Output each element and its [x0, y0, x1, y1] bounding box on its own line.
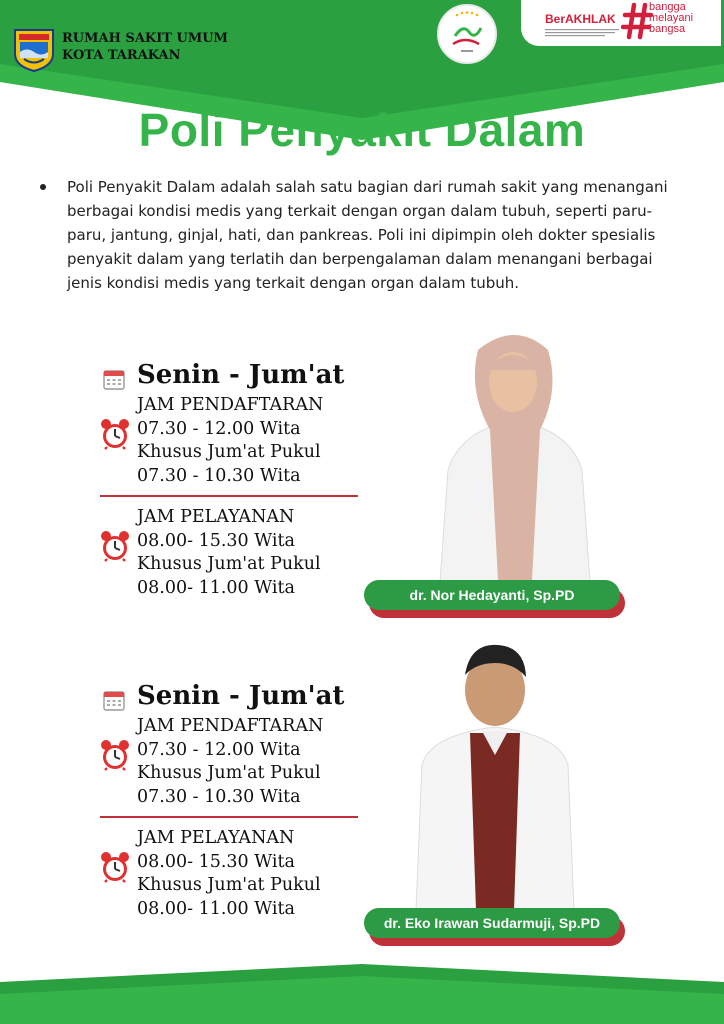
calendar-icon: [103, 368, 125, 390]
tagline-word: bangga: [649, 1, 686, 13]
registration-label: JAM PENDAFTARAN: [137, 395, 324, 415]
service-label: JAM PELAYANAN: [137, 828, 295, 848]
alarm-clock-icon: [100, 739, 130, 771]
doctor-photo-2: [410, 635, 580, 910]
registration-time: 07.30 - 12.00 Wita: [137, 739, 301, 760]
divider: [100, 495, 358, 497]
schedule-doctor-1: [100, 360, 360, 600]
divider: [100, 816, 358, 818]
days-label: Senin - Jum'at: [137, 360, 345, 390]
friday-time: 08.00- 11.00 Wita: [137, 898, 295, 919]
alarm-clock-icon: [100, 418, 130, 450]
hospital-name-line1: RUMAH SAKIT UMUM: [62, 31, 228, 46]
calendar-icon: [103, 689, 125, 711]
tagline: [649, 2, 693, 35]
hospital-shield-logo: [12, 26, 56, 72]
alarm-clock-icon: [100, 530, 130, 562]
friday-label: Khusus Jum'at Pukul: [137, 763, 321, 783]
intro-paragraph: [40, 175, 690, 295]
doctor-name: dr. Eko Irawan Sudarmuji, Sp.PD: [364, 908, 620, 938]
bullet-icon: [40, 184, 46, 190]
schedule-doctor-2: [100, 681, 360, 921]
berakhlak-badge: [521, 0, 721, 46]
accreditation-logo-icon: [437, 4, 497, 64]
service-hours: [100, 827, 360, 921]
service-time: 08.00- 15.30 Wita: [137, 851, 295, 872]
days-row: [100, 360, 360, 394]
days-label: Senin - Jum'at: [137, 681, 345, 711]
registration-hours: [100, 394, 360, 488]
hospital-name: [62, 30, 228, 64]
doctor-name: dr. Nor Hedayanti, Sp.PD: [364, 580, 620, 610]
intro-text: Poli Penyakit Dalam adalah salah satu bagian dari rumah sakit yang menangani berbagai kondisi medis yang terkait dengan organ dalam tubuh, seperti paru-paru, jantung, ginjal, hati, dan pankreas. Poli ini dipimpin oleh dokter spesialis penyakit dalam yang terlatih dan berpengalaman dalam menangani berbagai jenis kondisi medis yang terkait dengan organ dalam tubuh.: [67, 178, 668, 292]
alarm-clock-icon: [100, 851, 130, 883]
doctor-name-tag-1: [364, 580, 620, 610]
service-label: JAM PELAYANAN: [137, 507, 295, 527]
friday-label: Khusus Jum'at Pukul: [137, 875, 321, 895]
doctor-photo-1: [420, 320, 610, 582]
friday-time: 07.30 - 10.30 Wita: [137, 786, 301, 807]
registration-time: 07.30 - 12.00 Wita: [137, 418, 301, 439]
footer-background: [0, 964, 724, 1024]
service-hours: [100, 506, 360, 600]
hospital-name-line2: KOTA TARAKAN: [62, 48, 181, 63]
service-time: 08.00- 15.30 Wita: [137, 530, 295, 551]
berakhlak-subtitle-lines: [545, 29, 621, 38]
registration-hours: [100, 715, 360, 809]
doctor-name-tag-2: [364, 908, 620, 938]
berakhlak-text: BerAKHLAK: [545, 12, 616, 26]
friday-label: Khusus Jum'at Pukul: [137, 554, 321, 574]
registration-label: JAM PENDAFTARAN: [137, 716, 324, 736]
page-title: Poli Penyakit Dalam: [138, 104, 586, 156]
days-row: [100, 681, 360, 715]
friday-label: Khusus Jum'at Pukul: [137, 442, 321, 462]
tagline-word: melayani: [649, 12, 694, 24]
friday-time: 07.30 - 10.30 Wita: [137, 465, 301, 486]
friday-time: 08.00- 11.00 Wita: [137, 577, 295, 598]
tagline-word: bangsa: [649, 23, 686, 35]
